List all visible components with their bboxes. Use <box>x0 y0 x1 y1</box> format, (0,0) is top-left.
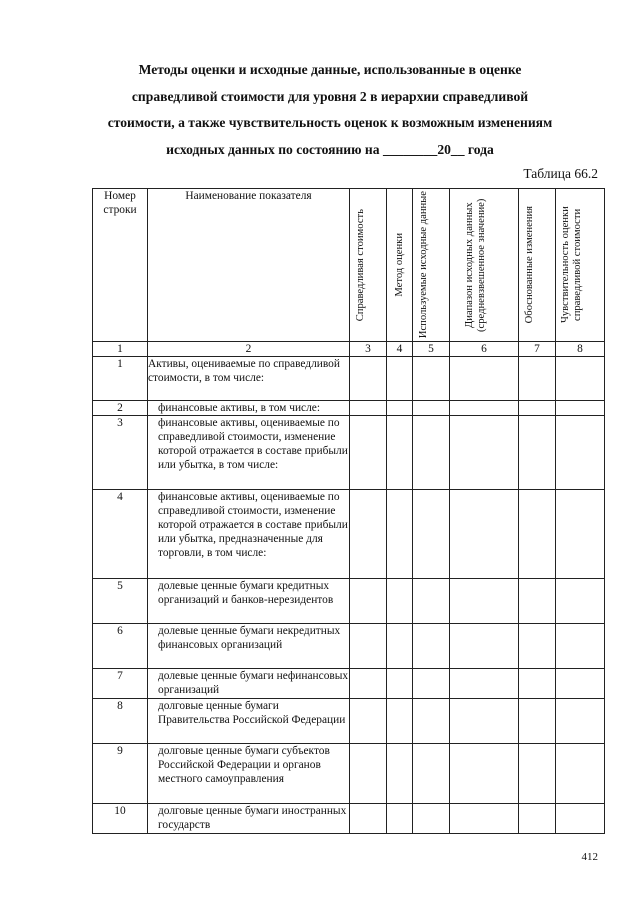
header-sensitivity <box>556 189 605 342</box>
header-range-text: Диапазон исходных данных (средневзвешенное значение) <box>464 198 487 332</box>
cell-method <box>387 490 413 579</box>
table-row <box>93 490 605 579</box>
row-number: 4 <box>93 490 148 579</box>
column-number: 5 <box>413 342 450 357</box>
header-row-number: Номер строки <box>93 189 148 342</box>
cell-range <box>450 401 519 416</box>
cell-inputs <box>413 579 450 624</box>
cell-inputs <box>413 416 450 490</box>
cell-fair-value <box>350 416 387 490</box>
cell-fair-value <box>350 401 387 416</box>
cell-justified-changes <box>519 669 556 699</box>
row-name: долговые ценные бумаги иностранных государств <box>158 805 347 831</box>
cell-fair-value <box>350 624 387 669</box>
cell-sensitivity <box>556 624 605 669</box>
cell-inputs <box>413 401 450 416</box>
title-line-4: исходных данных по состоянию на ________20__ года <box>166 141 494 157</box>
table-row <box>93 416 605 490</box>
cell-range <box>450 490 519 579</box>
row-number: 10 <box>93 804 148 834</box>
cell-sensitivity <box>556 416 605 490</box>
cell-justified-changes <box>519 804 556 834</box>
header-method <box>387 189 413 342</box>
cell-method <box>387 804 413 834</box>
row-number: 1 <box>93 357 148 401</box>
column-number: 2 <box>148 342 350 357</box>
header-justified-changes <box>519 189 556 342</box>
table-row <box>93 579 605 624</box>
cell-inputs <box>413 490 450 579</box>
cell-method <box>387 744 413 804</box>
title-line-1: Методы оценки и исходные данные, использованные в оценке <box>138 62 522 77</box>
table-row <box>93 624 605 669</box>
header-fair-value-text: Справедливая стоимость <box>355 208 366 322</box>
cell-range <box>450 744 519 804</box>
table-row <box>93 804 605 834</box>
header-justified-changes-text: Обоснованные изменения <box>524 206 535 324</box>
cell-justified-changes <box>519 401 556 416</box>
row-number: 6 <box>93 624 148 669</box>
row-name-cell <box>148 624 350 669</box>
row-number: 3 <box>93 416 148 490</box>
cell-justified-changes <box>519 490 556 579</box>
cell-method <box>387 579 413 624</box>
header-sensitivity-text: Чувствительность оценки справедливой стоимости <box>560 206 583 324</box>
cell-sensitivity <box>556 699 605 744</box>
cell-sensitivity <box>556 804 605 834</box>
cell-fair-value <box>350 669 387 699</box>
row-name: долевые ценные бумаги нефинансовых организаций <box>158 670 349 696</box>
title-line-3: стоимости, а также чувствительность оценок к возможным изменениям <box>107 115 553 130</box>
row-name: финансовые активы, оцениваемые по справедливой стоимости, изменение которой отражается в составе прибыли или убытка, в том числе: <box>158 417 348 471</box>
row-name-cell <box>148 490 350 579</box>
cell-fair-value <box>350 357 387 401</box>
table-label: Таблица 66.2 <box>523 166 598 181</box>
cell-range <box>450 804 519 834</box>
cell-method <box>387 699 413 744</box>
header-range <box>450 189 519 342</box>
table-row <box>93 357 605 401</box>
row-name-cell <box>148 579 350 624</box>
cell-method <box>387 357 413 401</box>
row-name: финансовые активы, оцениваемые по справедливой стоимости, изменение которой отражается в составе прибыли или убытка, предназначенные для торговли, в том числе: <box>158 491 348 559</box>
cell-sensitivity <box>556 669 605 699</box>
title-line-2: справедливой стоимости для уровня 2 в иерархии справедливой <box>131 88 529 104</box>
cell-sensitivity <box>556 579 605 624</box>
cell-fair-value <box>350 579 387 624</box>
row-number: 2 <box>93 401 148 416</box>
fair-value-table <box>92 188 605 834</box>
cell-range <box>450 357 519 401</box>
column-numbers-row <box>93 342 605 357</box>
row-number: 7 <box>93 669 148 699</box>
row-name-cell <box>148 804 350 834</box>
row-number: 8 <box>93 699 148 744</box>
cell-justified-changes <box>519 699 556 744</box>
cell-justified-changes <box>519 624 556 669</box>
header-inputs-text: Используемые исходные данные <box>418 191 429 339</box>
cell-fair-value <box>350 744 387 804</box>
row-name-cell <box>148 669 350 699</box>
table-row <box>93 744 605 804</box>
row-number: 5 <box>93 579 148 624</box>
header-inputs <box>413 189 450 342</box>
cell-fair-value <box>350 804 387 834</box>
page-number: 412 <box>581 851 598 863</box>
cell-justified-changes <box>519 416 556 490</box>
row-number: 9 <box>93 744 148 804</box>
cell-sensitivity <box>556 490 605 579</box>
cell-method <box>387 401 413 416</box>
document-title <box>92 57 568 163</box>
header-indicator-name: Наименование показателя <box>148 189 350 342</box>
row-name-cell <box>148 401 350 416</box>
column-number: 8 <box>556 342 605 357</box>
header-method-text: Метод оценки <box>393 233 405 297</box>
cell-range <box>450 416 519 490</box>
table-row <box>93 669 605 699</box>
cell-range <box>450 699 519 744</box>
row-name-cell <box>148 416 350 490</box>
column-number: 6 <box>450 342 519 357</box>
column-number: 4 <box>387 342 413 357</box>
header-row <box>93 189 605 342</box>
cell-inputs <box>413 624 450 669</box>
row-name-cell <box>148 744 350 804</box>
column-number: 1 <box>93 342 148 357</box>
cell-justified-changes <box>519 579 556 624</box>
cell-fair-value <box>350 490 387 579</box>
cell-method <box>387 669 413 699</box>
row-name: долевые ценные бумаги некредитных финансовых организаций <box>158 625 341 651</box>
cell-range <box>450 579 519 624</box>
cell-sensitivity <box>556 401 605 416</box>
header-fair-value <box>350 189 387 342</box>
table-row <box>93 699 605 744</box>
cell-justified-changes <box>519 357 556 401</box>
cell-method <box>387 416 413 490</box>
cell-sensitivity <box>556 744 605 804</box>
table-row <box>93 401 605 416</box>
row-name: долевые ценные бумаги кредитных организаций и банков-нерезидентов <box>158 580 334 606</box>
cell-fair-value <box>350 699 387 744</box>
row-name: долговые ценные бумаги субъектов Российской Федерации и органов местного самоуправления <box>158 745 330 785</box>
row-name: финансовые активы, в том числе: <box>158 402 321 414</box>
column-number: 3 <box>350 342 387 357</box>
cell-inputs <box>413 357 450 401</box>
row-name: долговые ценные бумаги Правительства Российской Федерации <box>158 700 346 726</box>
row-name: Активы, оцениваемые по справедливой стоимости, в том числе: <box>148 357 350 401</box>
column-number: 7 <box>519 342 556 357</box>
cell-range <box>450 669 519 699</box>
cell-range <box>450 624 519 669</box>
cell-justified-changes <box>519 744 556 804</box>
cell-inputs <box>413 744 450 804</box>
cell-method <box>387 624 413 669</box>
row-name-cell <box>148 699 350 744</box>
cell-inputs <box>413 699 450 744</box>
cell-sensitivity <box>556 357 605 401</box>
cell-inputs <box>413 804 450 834</box>
cell-inputs <box>413 669 450 699</box>
